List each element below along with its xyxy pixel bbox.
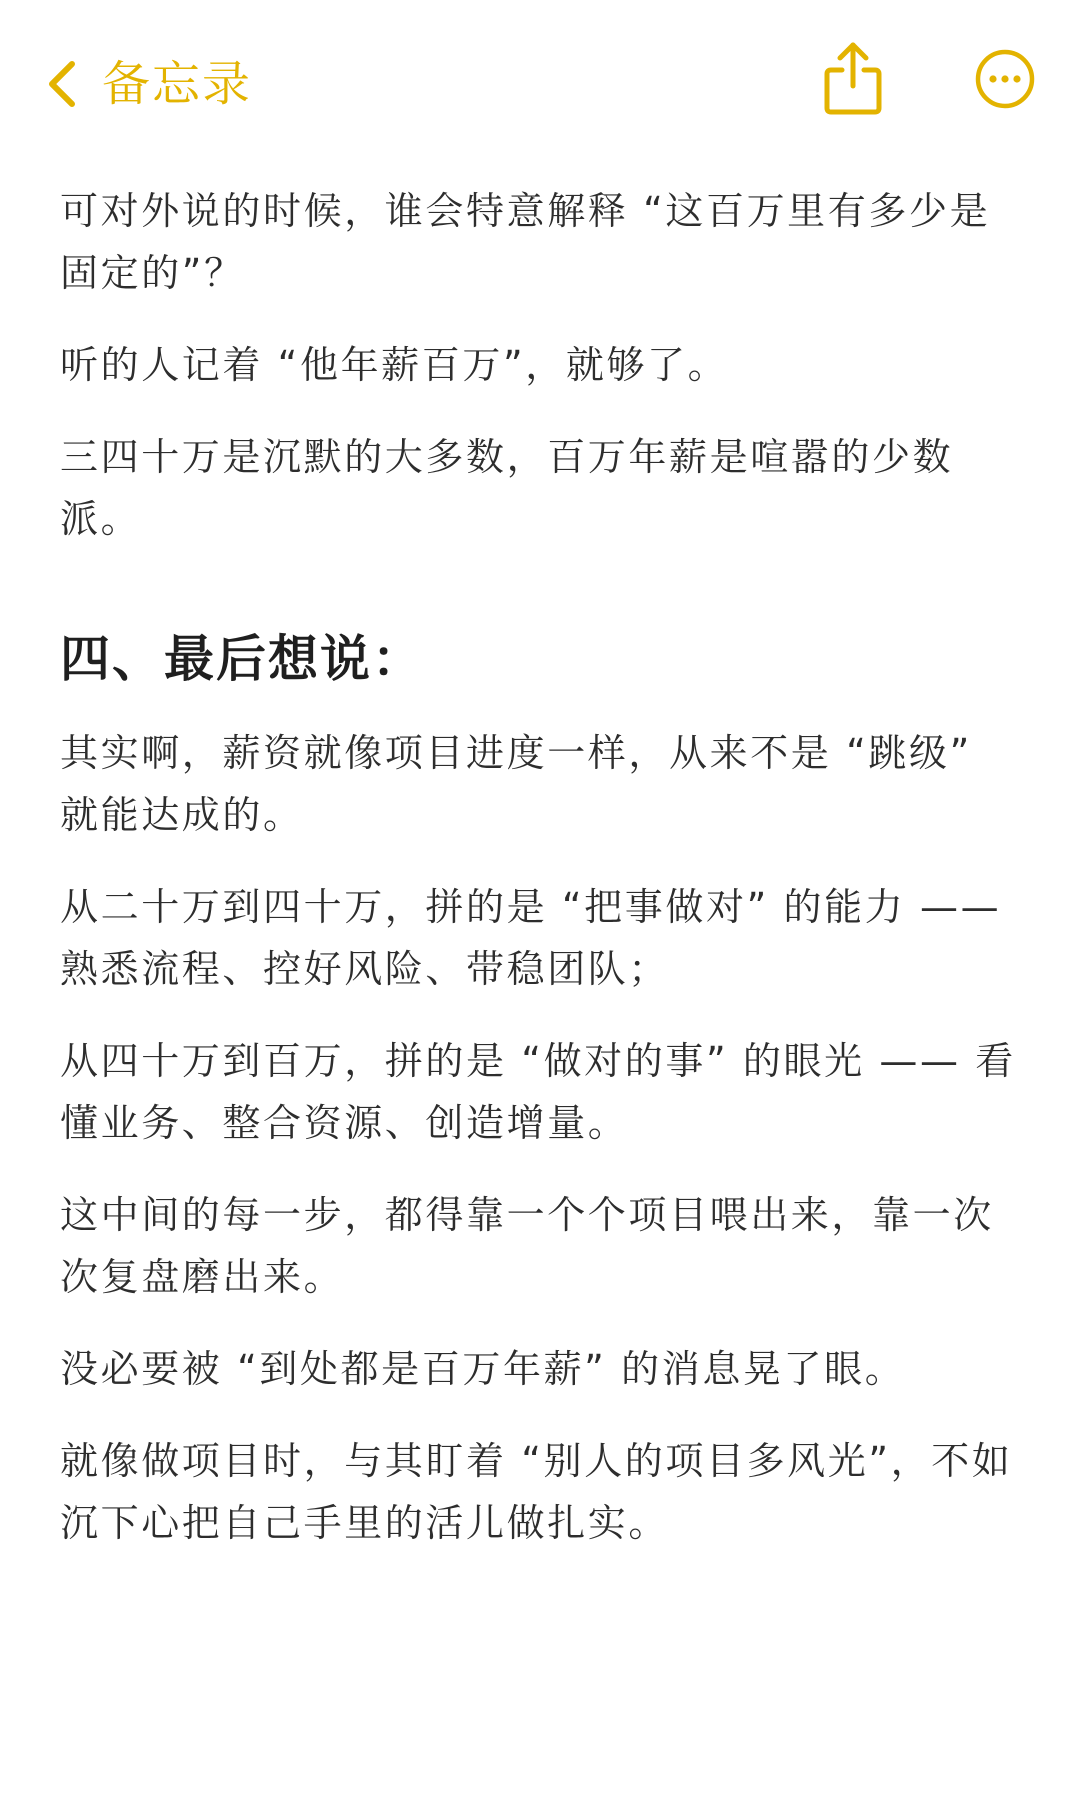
note-paragraph: 其实啊，薪资就像项目进度一样，从来不是 “跳级” 就能达成的。 [60,731,972,837]
navigation-bar [0,0,1080,170]
back-label: 备忘录 [102,56,253,112]
note-paragraph: 没必要被 “到处都是百万年薪” 的消息晃了眼。 [60,1347,906,1391]
note-paragraph: 这中间的每一步，都得靠一个个项目喂出来，靠一次次复盘磨出来。 [60,1193,994,1299]
note-paragraph: 听的人记着 “他年薪百万”，就够了。 [60,343,729,387]
note-paragraph: 从四十万到百万，拼的是 “做对的事” 的眼光 —— 看懂业务、整合资源、创造增量。 [60,1039,1016,1145]
note-content [60,180,1026,1584]
note-paragraph: 三四十万是沉默的大多数，百万年薪是喧嚣的少数派。 [60,435,954,541]
note-paragraph: 从二十万到四十万，拼的是 “把事做对” 的能力 —— 熟悉流程、控好风险、带稳团队； [60,885,1002,991]
share-icon [822,40,884,116]
section-heading: 四、最后想说： [60,630,424,688]
chevron-left-icon [44,58,80,110]
share-button[interactable] [822,40,884,116]
ellipsis-circle-icon [974,48,1036,110]
back-button[interactable] [44,48,252,120]
more-button[interactable] [974,48,1036,110]
note-paragraph: 可对外说的时候，谁会特意解释 “这百万里有多少是固定的”？ [60,189,991,295]
note-paragraph: 就像做项目时，与其盯着 “别人的项目多风光”，不如沉下心把自己手里的活儿做扎实。 [60,1439,1013,1545]
